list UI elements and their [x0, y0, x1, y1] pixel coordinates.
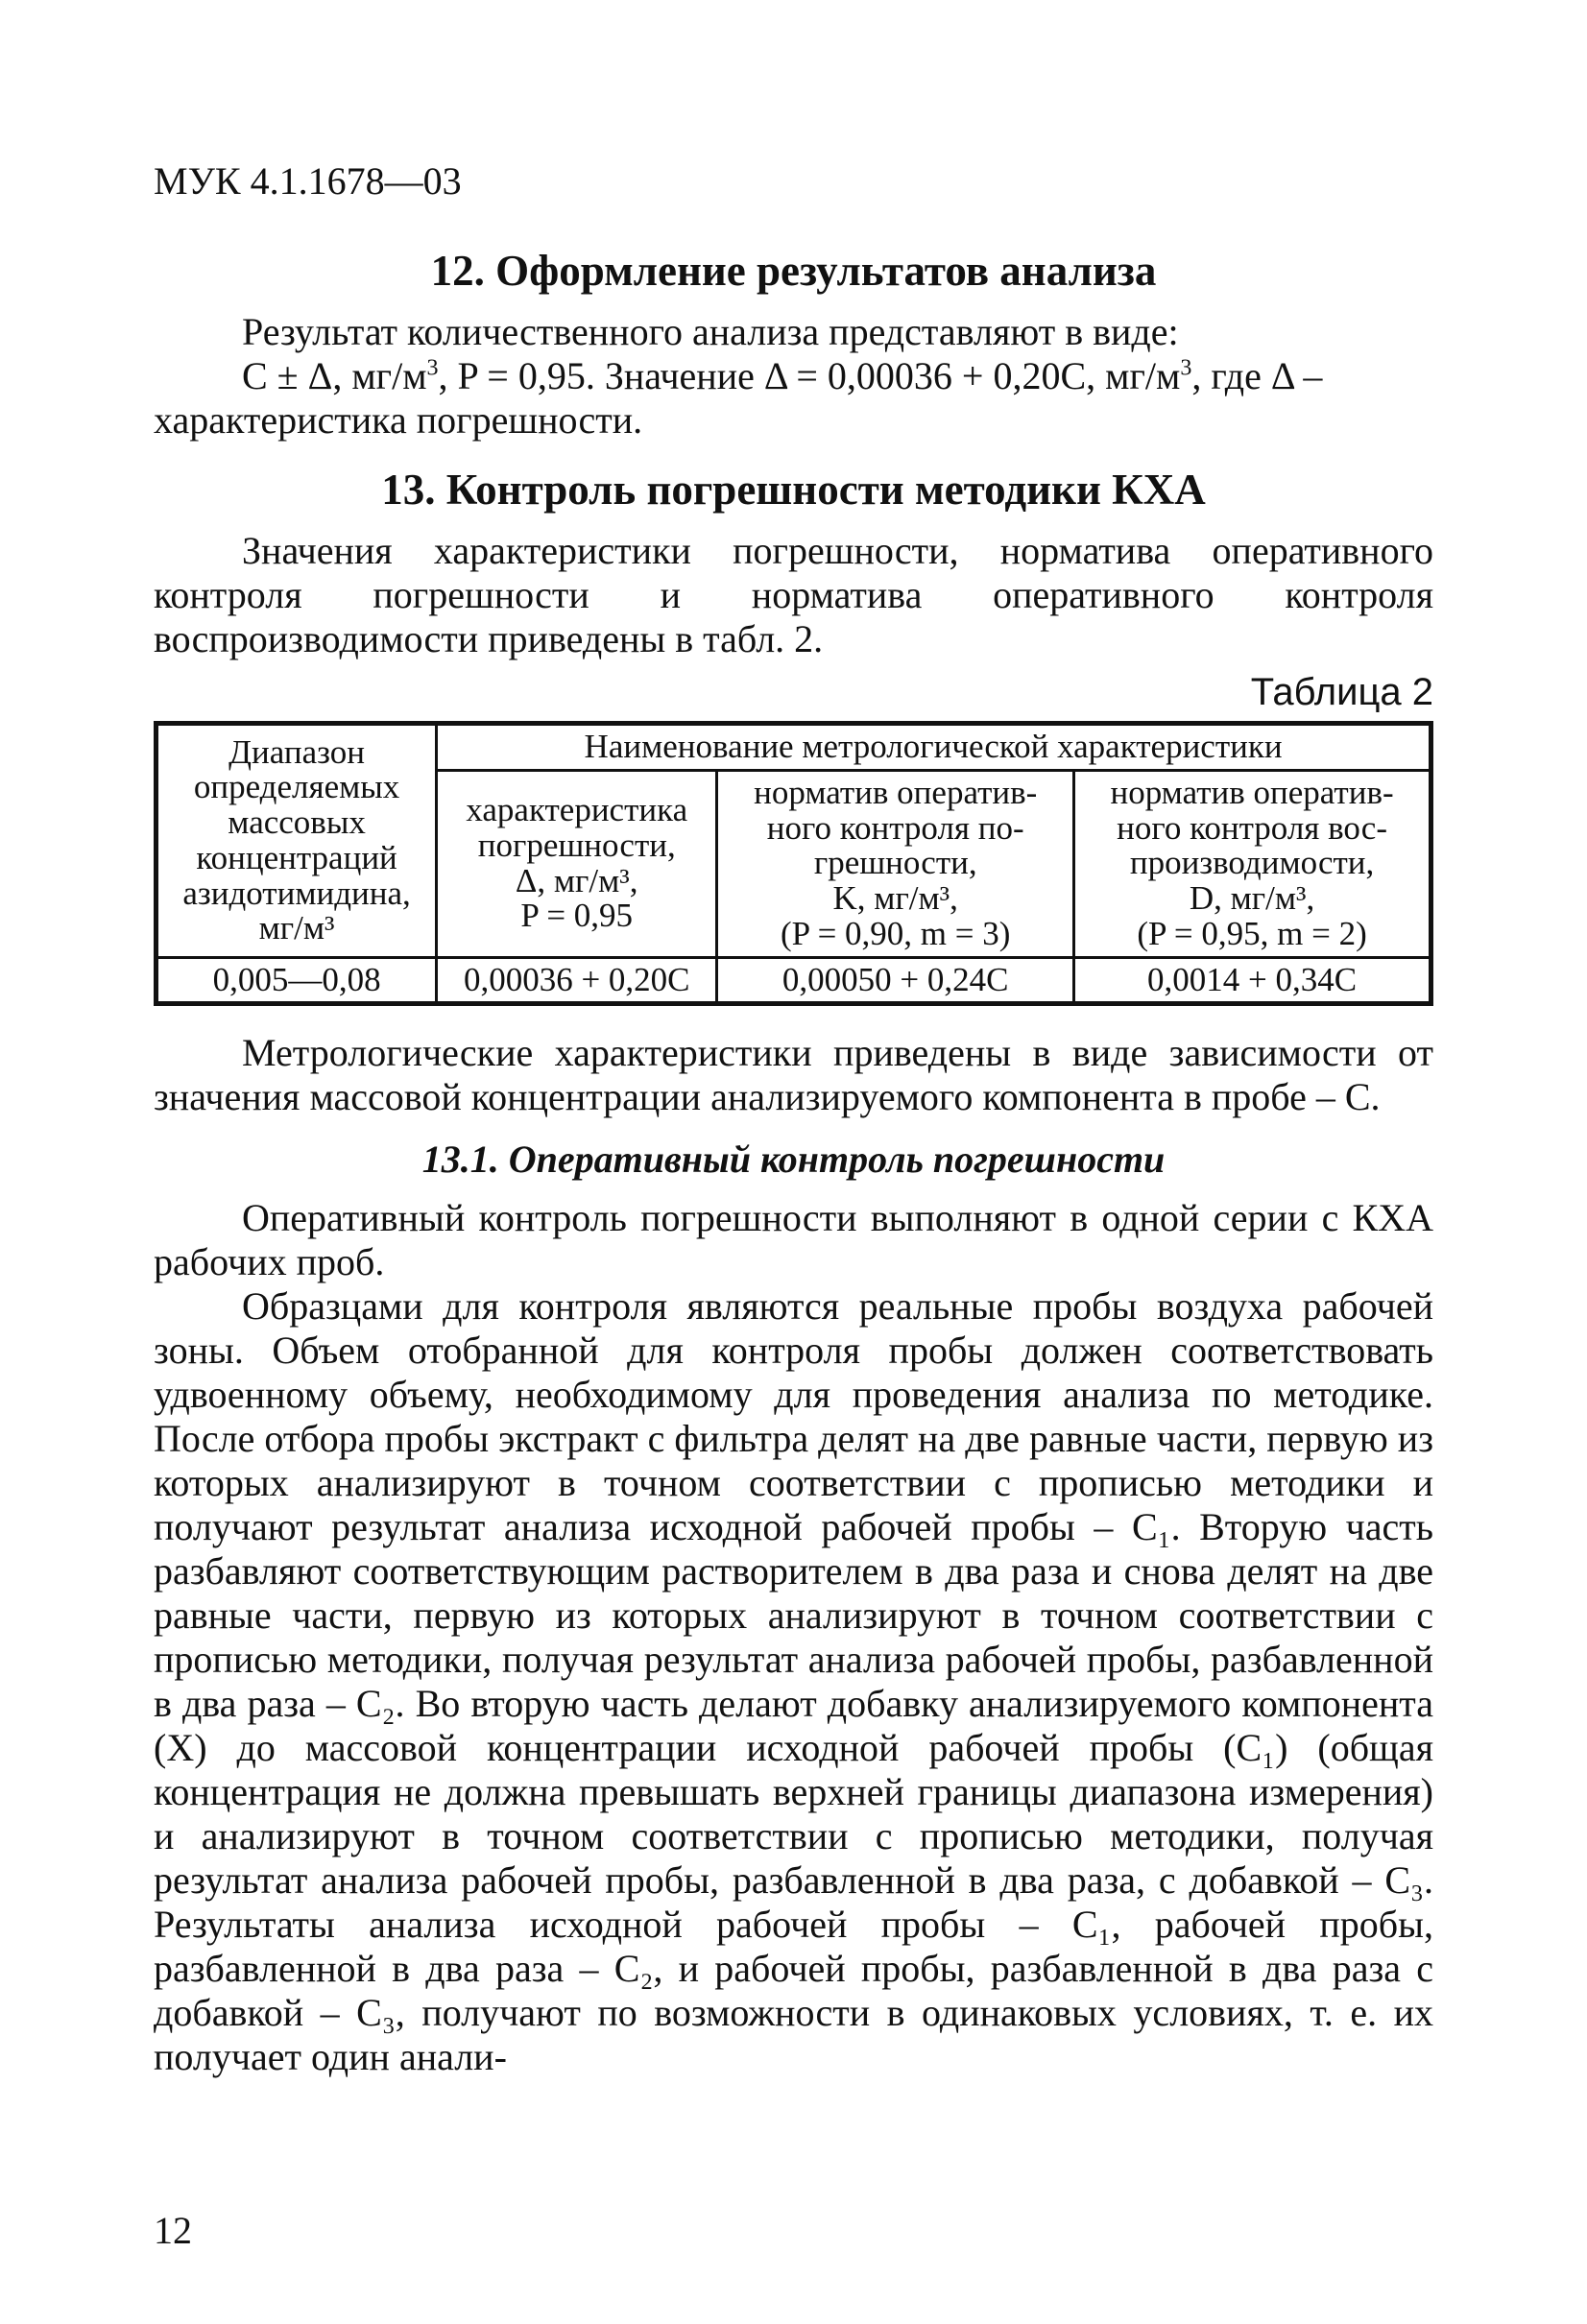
table-col1-header — [156, 724, 437, 958]
col1-line: азидотимидина, — [182, 874, 411, 912]
col2-line: характеристика — [466, 791, 688, 829]
table-cell-range: 0,005—0,08 — [156, 957, 437, 1004]
col4-line: D, мг/м³, — [1189, 879, 1315, 917]
col1-line: определяемых — [193, 768, 400, 806]
document-id: МУК 4.1.1678—03 — [154, 159, 462, 203]
col1-line: массовых — [228, 803, 366, 841]
section-13-1-paragraph-1: Оперативный контроль погрешности выполняют в одной серии с КХА рабочих проб. — [154, 1196, 1433, 1284]
col1-line: мг/м³ — [258, 909, 335, 947]
section-13-1-title: 13.1. Оперативный контроль погрешности — [421, 1138, 1166, 1182]
section-12-title: 12. Оформление результатов анализа — [430, 247, 1157, 295]
page-body — [154, 245, 1433, 2079]
formula-value: , P = 0,95. Значение Δ = 0,00036 + 0,20C, мг/м — [438, 354, 1181, 397]
col4-line: производимости, — [1129, 844, 1375, 882]
page-number: 12 — [154, 2209, 192, 2252]
table-col3-header — [717, 770, 1074, 957]
col3-line: ного контроля по- — [766, 808, 1024, 847]
col1-line: Диапазон — [228, 732, 365, 771]
section-13-paragraph: Значения характеристики погрешности, норматива оперативного контроля погрешности и норматива оперативного контроля воспроизводимости приведены в табл. 2. — [154, 529, 1433, 660]
col2-line: погрешности, — [477, 826, 676, 864]
col3-line: (P = 0,90, m = 3) — [781, 914, 1011, 952]
section-13-title: 13. Контроль погрешности методики КХА — [381, 466, 1206, 514]
section-12-line1: Результат количественного анализа представляют в виде: — [242, 310, 1179, 353]
col1-line: концентраций — [196, 838, 397, 876]
table-cell-d: 0,0014 + 0,34C — [1074, 957, 1431, 1004]
table-cell-error: 0,00036 + 0,20C — [437, 957, 717, 1004]
formula-tail: , где Δ – — [1191, 354, 1323, 397]
table-col4-header — [1074, 770, 1431, 957]
section-13-1-paragraph-2: Образцами для контроля являются реальные пробы воздуха рабочей зоны. Объем отобранной для контроля пробы должен соответствовать удвоенному объему, необходимому для проведения анализа по методике. После отбора пробы экстракт с фильтра делят на две равные части, первую из которых анализируют в точном соответствии с прописью методики и получают результат анализа исходной рабочей пробы – C₁. Вторую часть разбавляют соответствующим растворителем в два раза и снова делят на две равные части, первую из которых анализируют в точном соответствии с прописью методики, получая результат анализа рабочей пробы, разбавленной в два раза – C₂. Во вторую часть делают добавку анализируемого компонента (X) до массовой концентрации исходной рабочей пробы (C₁) (общая концентрация не должна превышать верхней границы диапазона измерения) и анализируют в точном соответствии с прописью методики, получая результат анализа рабочей пробы, разбавленной в два раза, с добавкой – C₃. Результаты анализа исходной рабочей пробы – C₁, рабочей пробы, разбавленной в два раза – C₂, и рабочей пробы, разбавленной в два раза с добавкой – C₃, получают по возможности в одинаковых условиях, т. е. их получает один анали- — [154, 1284, 1433, 2079]
table-cell-k: 0,00050 + 0,24C — [717, 957, 1074, 1004]
col3-line: норматив оператив- — [754, 773, 1038, 811]
formula-lead: C ± Δ, мг/м — [242, 354, 427, 397]
col4-line: ного контроля вос- — [1117, 808, 1387, 847]
after-table-paragraph: Метрологические характеристики приведены в виде зависимости от значения массовой концентрации анализируемого компонента в пробе – C. — [154, 1031, 1433, 1119]
section-12-formula: C ± Δ, $мг/м^3$, P = 0,95. Значение Δ = 0,00036 + 0,20C, $мг/м^3$, где Δ – — [242, 354, 1323, 397]
col2-line: P = 0,95 — [520, 897, 634, 935]
col3-line: K, мг/м³, — [832, 879, 958, 917]
table-2 — [154, 721, 1433, 1006]
table-group-header: Наименование метрологической характеристики — [437, 724, 1431, 771]
table-caption: Таблица 2 — [1250, 671, 1433, 713]
section-12-line3: характеристика погрешности. — [154, 398, 643, 442]
col4-line: (P = 0,95, m = 2) — [1137, 914, 1367, 952]
table-col2-header — [437, 770, 717, 957]
col4-line: норматив оператив- — [1110, 773, 1394, 811]
col2-line: Δ, мг/м³, — [515, 861, 638, 899]
col3-line: грешности, — [813, 844, 977, 882]
